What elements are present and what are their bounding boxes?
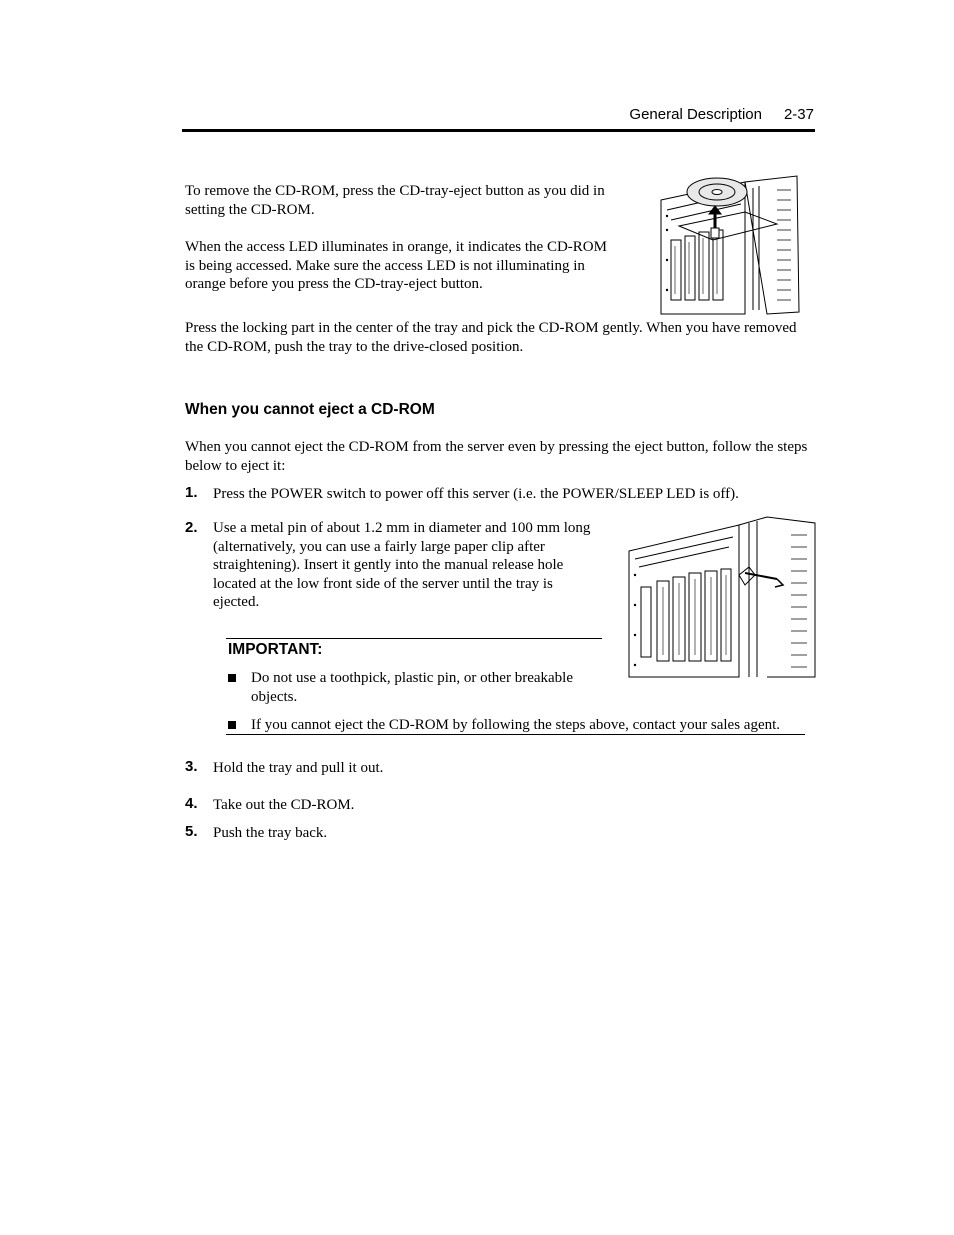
step-number: 4. [185,795,198,812]
important-bullet [228,716,818,735]
step-text: Take out the CD-ROM. [213,797,355,813]
important-bullet-text: If you cannot eject the CD-ROM by following the steps above, contact your sales agent. [251,717,781,733]
step-text: Use a metal pin of about 1.2 mm in diameter and 100 mm long (alternatively, you can use a fairly large paper clip after straightening). Insert it gently into the manual release hole located at the low front side of the server until the tray is ejected. [213,520,591,610]
manual-release-pin-illustration-icon [627,515,817,680]
section-heading: When you cannot eject a CD-ROM [185,401,435,418]
cd-tray-eject-illustration-icon [627,160,803,316]
running-header [629,106,814,123]
step-text: Push the tray back. [213,825,328,841]
step-number: 2. [185,519,198,536]
important-title: IMPORTANT: [228,641,323,658]
header-rule [182,129,815,132]
header-page-number: 2-37 [783,106,814,123]
paragraph-remove-cdrom: To remove the CD-ROM, press the CD-tray-eject button as you did in setting the CD-ROM. [185,183,605,218]
paragraph-pick-cdrom: Press the locking part in the center of the tray and pick the CD-ROM gently. When you have removed the CD-ROM, push the tray to the drive-closed position. [185,320,797,355]
step-number: 1. [185,484,198,501]
important-bottom-rule [226,734,805,735]
square-bullet-icon [228,721,236,729]
important-bullet-text: Do not use a toothpick, plastic pin, or other breakable objects. [251,670,573,705]
header-section-title: General Description [629,106,762,123]
important-bullet [228,669,608,706]
step-number: 5. [185,823,198,840]
step-number: 3. [185,758,198,775]
paragraph-access-led: When the access LED illuminates in orange, it indicates the CD-ROM is being accessed. Make sure the access LED is not illuminating in orange before you press the CD-tray-eject button. [185,239,607,292]
step-text: Press the POWER switch to power off this server (i.e. the POWER/SLEEP LED is off). [213,486,739,502]
square-bullet-icon [228,674,236,682]
step-text: Hold the tray and pull it out. [213,760,384,776]
paragraph-cannot-eject: When you cannot eject the CD-ROM from the server even by pressing the eject button, follow the steps below to eject it: [185,439,808,474]
important-top-rule [226,638,602,639]
